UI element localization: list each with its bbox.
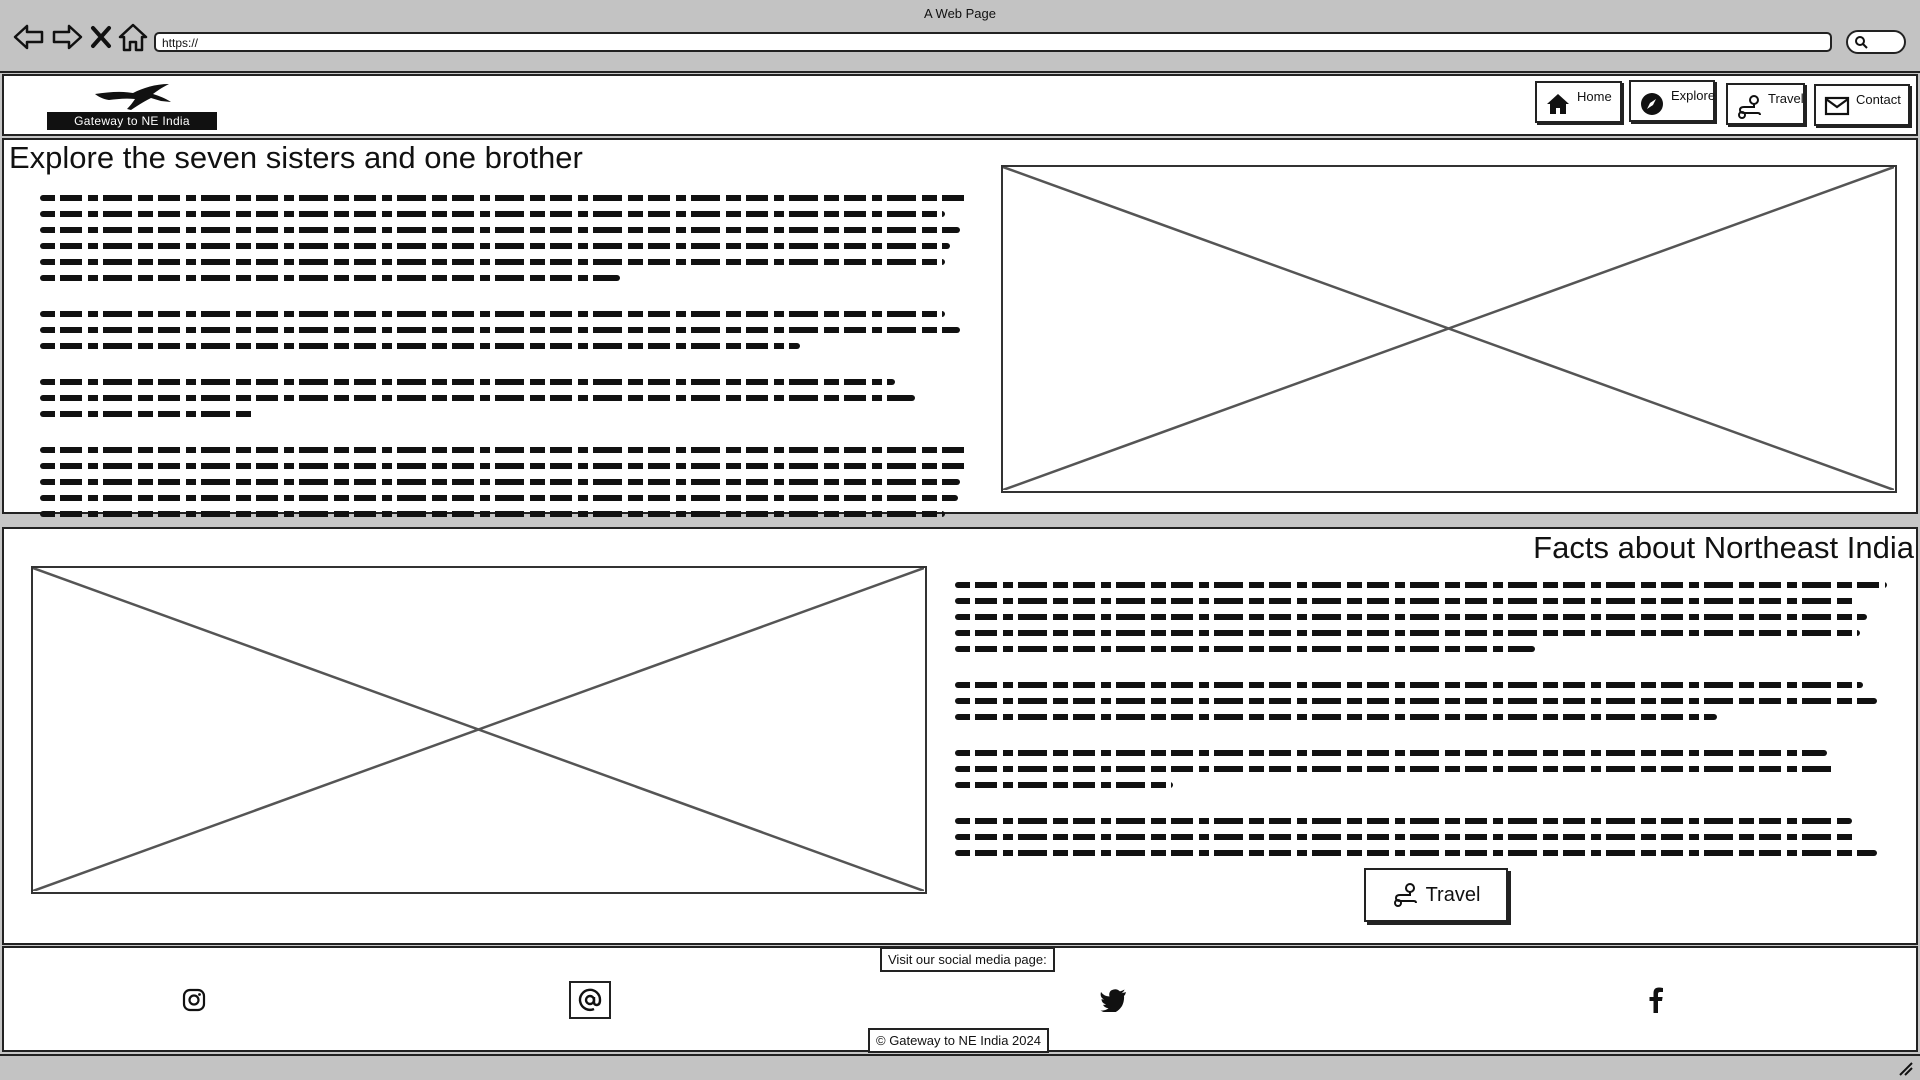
- threads-icon[interactable]: [569, 981, 611, 1019]
- nav-home[interactable]: [1535, 81, 1622, 123]
- nav-home-label: Home: [1577, 89, 1612, 104]
- facebook-icon[interactable]: [1635, 981, 1677, 1019]
- home-icon: [1545, 92, 1571, 116]
- envelope-icon: [1824, 95, 1850, 117]
- image-placeholder-icon: [1003, 167, 1894, 490]
- travel-button[interactable]: [1364, 868, 1508, 922]
- section-facts-image: [31, 566, 927, 894]
- address-bar[interactable]: https://: [154, 32, 1832, 52]
- browser-status-bar: [0, 1054, 1920, 1080]
- image-placeholder-icon: [33, 568, 924, 891]
- section-explore-text: [40, 195, 970, 527]
- nav-travel-label: Travel: [1768, 91, 1804, 106]
- travel-button-label: Travel: [1425, 883, 1481, 906]
- forward-arrow-icon: [50, 20, 84, 54]
- forward-button[interactable]: [50, 20, 84, 54]
- stop-button[interactable]: [88, 20, 114, 54]
- section-explore-image: [1001, 165, 1897, 493]
- logo-label: Gateway to NE India: [47, 112, 217, 130]
- section-facts-text: [955, 582, 1890, 866]
- home-browser-button[interactable]: [116, 20, 150, 54]
- close-icon: [88, 20, 114, 54]
- compass-icon: [1639, 91, 1665, 117]
- browser-search-button[interactable]: [1846, 30, 1906, 54]
- nav-contact[interactable]: [1814, 84, 1910, 126]
- resize-grip-icon[interactable]: [1898, 1062, 1914, 1076]
- eagle-logo-icon: [47, 80, 217, 114]
- site-logo[interactable]: [47, 80, 217, 130]
- window-title: A Web Page: [923, 6, 997, 21]
- section-facts-title: Facts about Northeast India: [1533, 530, 1914, 565]
- section-explore-title: Explore the seven sisters and one brother: [9, 140, 583, 175]
- nav-travel[interactable]: [1726, 83, 1805, 125]
- social-label: Visit our social media page:: [880, 947, 1055, 972]
- search-icon: [1848, 32, 1904, 52]
- home-outline-icon: [116, 20, 150, 54]
- back-arrow-icon: [12, 20, 46, 54]
- route-icon: [1736, 94, 1762, 120]
- nav-explore-label: Explore: [1671, 88, 1716, 103]
- nav-contact-label: Contact: [1856, 92, 1901, 107]
- instagram-icon[interactable]: [173, 981, 215, 1019]
- twitter-icon[interactable]: [1093, 981, 1135, 1019]
- back-button[interactable]: [12, 20, 46, 54]
- route-icon: [1392, 882, 1418, 908]
- copyright: © Gateway to NE India 2024: [868, 1028, 1049, 1053]
- nav-explore[interactable]: [1629, 80, 1715, 122]
